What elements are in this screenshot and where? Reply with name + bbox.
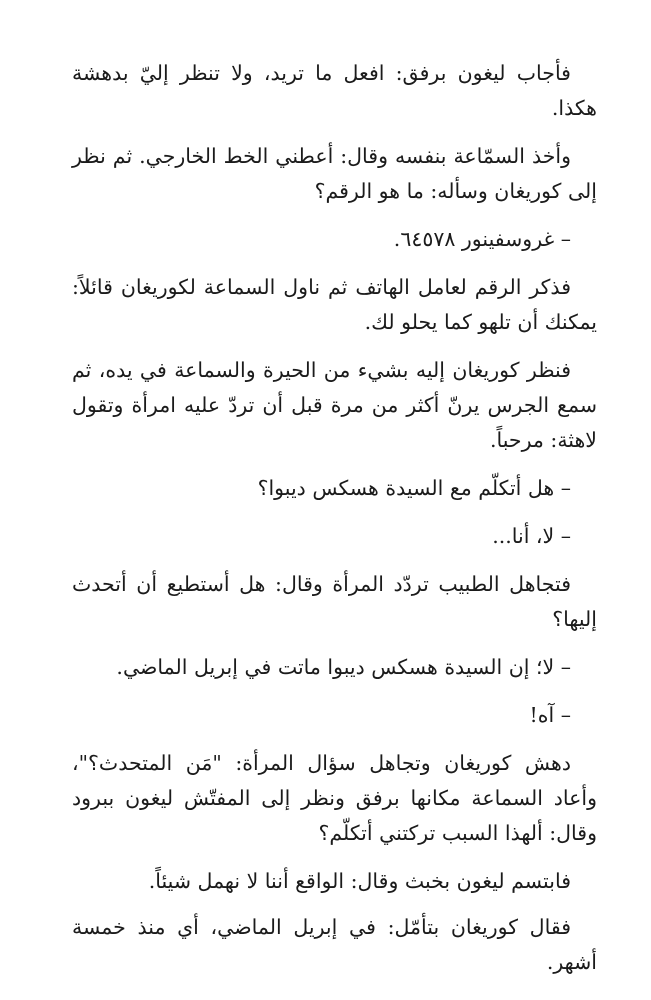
paragraph: دهش كوريغان وتجاهل سؤال المرأة: "مَن المتحدث؟"، وأعاد السماعة مكانها برفق ونظر إلى المفتّش ليغون ببرود وقال: ألهذا السبب تركتني أتكلّم؟	[72, 751, 597, 845]
paragraph: فابتسم ليغون بخبث وقال: الواقع أننا لا نهمل شيئاً.	[148, 869, 571, 893]
paragraph: فقال كوريغان بتأمّل: في إبريل الماضي، أي منذ خمسة أشهر.	[72, 915, 597, 974]
dialogue-line: – لا؛ إن السيدة هسكس ديبوا ماتت في إبريل الماضي.	[116, 655, 571, 679]
paragraph: فأجاب ليغون برفق: افعل ما تريد، ولا تنظر إليّ بدهشة هكذا.	[72, 61, 597, 120]
dialogue-line: – غروسفينور ٦٤٥٧٨.	[393, 227, 571, 251]
dialogue-line: – لا، أنا...	[492, 524, 571, 548]
dialogue-line: – آه!	[529, 703, 571, 727]
paragraph: فنظر كوريغان إليه بشيء من الحيرة والسماعة في يده، ثم سمع الجرس يرنّ أكثر من مرة قبل أن تردّ عليه امرأة وتقول لاهثة: مرحباً.	[72, 358, 597, 452]
dialogue-line: – هل أتكلّم مع السيدة هسكس ديبوا؟	[257, 476, 571, 500]
paragraph: وأخذ السمّاعة بنفسه وقال: أعطني الخط الخارجي. ثم نظر إلى كوريغان وسأله: ما هو الرقم؟	[72, 144, 597, 203]
paragraph: فذكر الرقم لعامل الهاتف ثم ناول السماعة لكوريغان قائلاً: يمكنك أن تلهو كما يحلو لك.	[72, 275, 597, 334]
paragraph: فتجاهل الطبيب تردّد المرأة وقال: هل أستطيع أن أتحدث إليها؟	[72, 572, 597, 631]
